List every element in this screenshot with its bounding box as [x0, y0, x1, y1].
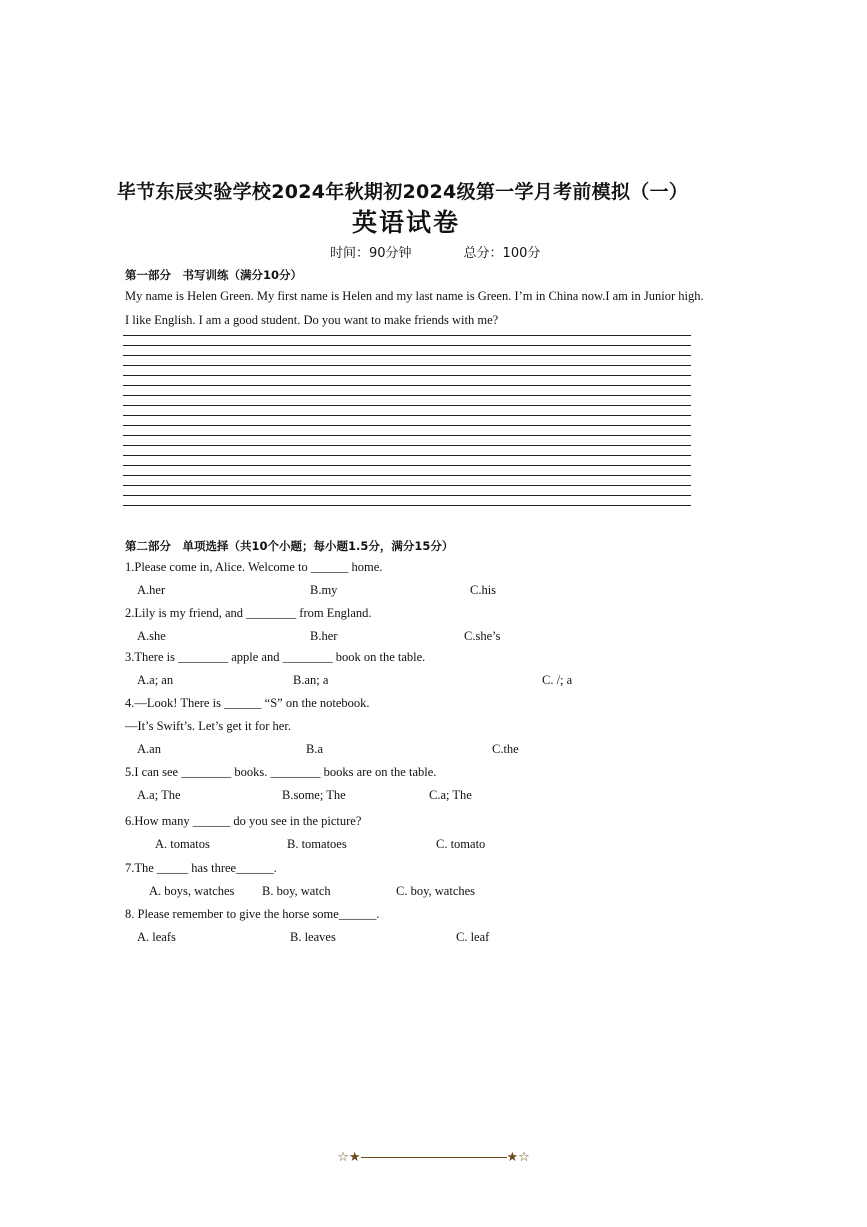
option-a: A.an [137, 742, 161, 756]
writing-line [123, 465, 691, 466]
total-score: 总分：100分 [463, 246, 541, 261]
exam-title: 毕节东辰实验学校2024年秋期初2024级第一学月考前模拟（一） [116, 181, 689, 203]
option-a: A.her [137, 583, 166, 597]
option-a: A.she [137, 629, 166, 643]
writing-line [123, 355, 691, 356]
divider [361, 1157, 507, 1158]
option-c: C. boy, watches [396, 884, 476, 898]
option-c: C.a; The [429, 788, 472, 802]
writing-line [123, 395, 691, 396]
question-4-reply: —It’s Swift’s. Let’s get it for her. [125, 719, 291, 733]
option-c: C.she’s [464, 629, 501, 643]
footer-ornament [0, 1150, 867, 1165]
writing-line [123, 475, 691, 476]
question-3: 3.There is ________ apple and ________ book on the table. [125, 650, 426, 664]
option-a: A.a; an [137, 673, 174, 687]
writing-line [123, 445, 691, 446]
option-a: A. leafs [137, 930, 176, 944]
part1-text-line1: My name is Helen Green. My first name is Helen and my last name is Green. I’m in China now.I am in Junior high. [125, 289, 704, 303]
option-c: C.the [492, 742, 519, 756]
question-2: 2.Lily is my friend, and ________ from England. [125, 606, 372, 620]
option-c: C.his [470, 583, 497, 597]
option-a: A. boys, watches [149, 884, 235, 898]
question-6: 6.How many ______ do you see in the picture? [125, 814, 362, 828]
writing-line [123, 375, 691, 376]
part1-text-line2: I like English. I am a good student. Do you want to make friends with me? [125, 313, 499, 327]
writing-line [123, 485, 691, 486]
question-1: 1.Please come in, Alice. Welcome to ______ home. [125, 560, 383, 574]
writing-line [123, 415, 691, 416]
question-7: 7.The _____ has three______. [125, 861, 277, 875]
option-b: B.my [310, 583, 338, 597]
writing-line [123, 455, 691, 456]
time-score-info [330, 242, 540, 261]
star-icon: ☆★ [337, 1150, 361, 1165]
part1-heading: 第一部分 书写训练（满分10分） [125, 268, 303, 282]
option-b: B.a [306, 742, 324, 756]
option-b: B. leaves [290, 930, 336, 944]
question-5: 5.I can see ________ books. ________ books are on the table. [125, 765, 437, 779]
question-4: 4.—Look! There is ______ “S” on the notebook. [125, 696, 370, 710]
option-b: B.an; a [293, 673, 329, 687]
writing-line [123, 425, 691, 426]
question-8: 8. Please remember to give the horse some______. [125, 907, 380, 921]
writing-line [123, 365, 691, 366]
time-limit: 时间：90分钟 [330, 246, 412, 261]
writing-line [123, 405, 691, 406]
option-b: B. boy, watch [262, 884, 331, 898]
writing-line [123, 335, 691, 336]
writing-line [123, 385, 691, 386]
writing-lines [123, 335, 691, 515]
part2-heading: 第二部分 单项选择（共10个小题；每小题1.5分，满分15分） [125, 539, 454, 553]
option-c: C. tomato [436, 837, 486, 851]
writing-line [123, 505, 691, 506]
option-b: B.some; The [282, 788, 346, 802]
option-a: A.a; The [137, 788, 181, 802]
writing-line [123, 345, 691, 346]
exam-subtitle: 英语试卷 [351, 208, 460, 237]
writing-line [123, 495, 691, 496]
option-b: B. tomatoes [287, 837, 347, 851]
writing-line [123, 435, 691, 436]
star-icon: ★☆ [506, 1150, 530, 1165]
option-a: A. tomatos [155, 837, 210, 851]
option-c: C. leaf [456, 930, 490, 944]
option-c: C. /; a [542, 673, 573, 687]
option-b: B.her [310, 629, 338, 643]
